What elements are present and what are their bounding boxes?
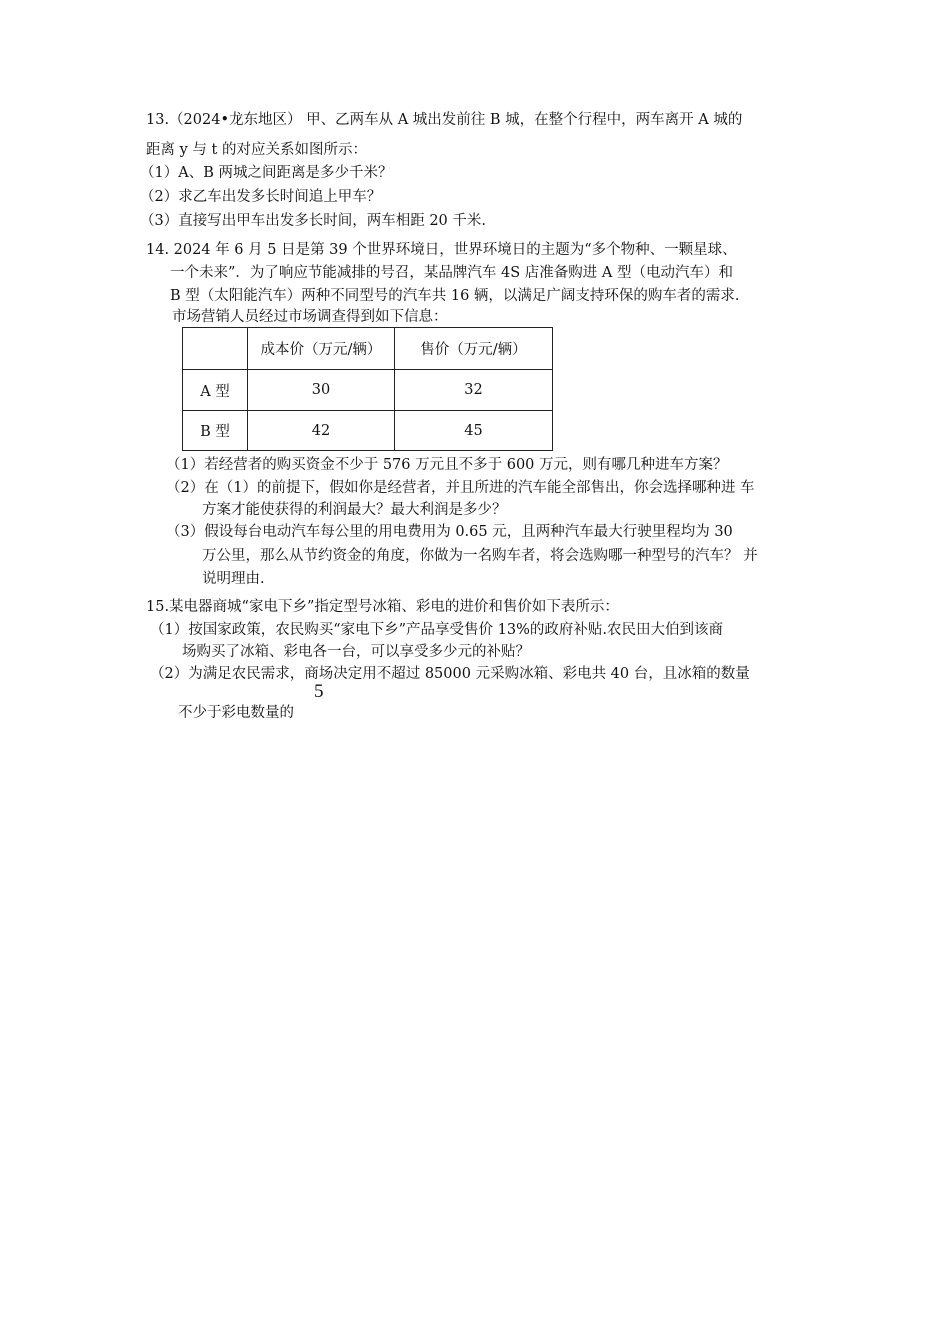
table-row [183, 370, 553, 411]
table-cell: B 型 [183, 411, 248, 451]
q14-subquestion-3-line-1: （3）假设每台电动汽车每公里的用电费用为 0.65 元，且两种汽车最大行驶里程均为 30 [166, 524, 733, 540]
q14-line-4: 市场营销人员经过市场调查得到如下信息： [172, 309, 448, 325]
q15-subquestion-1-line-2: 场购买了冰箱、彩电各一台，可以享受多少元的补贴？ [182, 644, 530, 660]
table-header-cell: 售价（万元/辆） [395, 328, 553, 370]
table-header-cell [183, 328, 248, 370]
q14-subquestion-3-line-2: 万公里，那么从节约资金的角度，你做为一名购车者，将会选购哪一种型号的汽车？ 并 [202, 548, 758, 564]
q14-subquestion-3-line-3: 说明理由. [202, 571, 265, 587]
q14-line-3: B 型（太阳能汽车）两种不同型号的汽车共 16 辆，以满足广阔支持环保的购车者的需求. [170, 288, 740, 304]
table-cell: 42 [248, 411, 395, 451]
q15-subquestion-2-line-1: （2）为满足农民需求，商场决定用不超过 85000 元采购冰箱、彩电共 40 台，且冰箱的数量 [150, 666, 750, 682]
q13-subquestion-1: （1）A、B 两城之间距离是多少千米？ [140, 165, 393, 181]
q14-line-1: 14. 2024 年 6 月 5 日是第 39 个世界环境日，世界环境日的主题为“多个物种、一颗星球、 [146, 242, 737, 258]
q15-line-1: 15.某电器商城“家电下乡”指定型号冰箱、彩电的进价和售价如下表所示： [146, 599, 619, 615]
q13-subquestion-2: （2）求乙车出发多长时间追上甲车？ [140, 189, 382, 205]
q15-subquestion-2-line-2: 不少于彩电数量的 [178, 705, 294, 721]
table-header-row [183, 328, 553, 370]
table-cell: 30 [248, 370, 395, 411]
table-header-cell: 成本价（万元/辆） [248, 328, 395, 370]
table-cell: A 型 [183, 370, 248, 411]
q14-price-table [182, 327, 553, 451]
fraction-numerator: 5 [314, 681, 324, 702]
q14-subquestion-1: （1）若经营者的购买资金不少于 576 万元且不多于 600 万元，则有哪几种进车方案？ [166, 457, 728, 473]
q13-line-1: 13.（2024•龙东地区） 甲、乙两车从 A 城出发前往 B 城，在整个行程中，两车离开 A 城的 [146, 112, 743, 128]
table-row [183, 411, 553, 451]
table-cell: 32 [395, 370, 553, 411]
q14-subquestion-2-line-2: 方案才能使获得的利润最大？最大利润是多少？ [202, 502, 507, 518]
q13-subquestion-3: （3）直接写出甲车出发多长时间，两车相距 20 千米. [140, 213, 487, 229]
q14-subquestion-2-line-1: （2）在（1）的前提下，假如你是经营者，并且所进的汽车能全部售出，你会选择哪种进 车 [166, 480, 755, 496]
q15-subquestion-1-line-1: （1）按国家政策，农民购买“家电下乡”产品享受售价 13%的政府补贴.农民田大伯到该商 [150, 622, 723, 638]
table-cell: 45 [395, 411, 553, 451]
q13-line-2: 距离 y 与 t 的对应关系如图所示： [146, 142, 367, 158]
q14-line-2: 一个未来”．为了响应节能减排的号召，某品牌汽车 4S 店准备购进 A 型（电动汽车）和 [170, 265, 733, 281]
